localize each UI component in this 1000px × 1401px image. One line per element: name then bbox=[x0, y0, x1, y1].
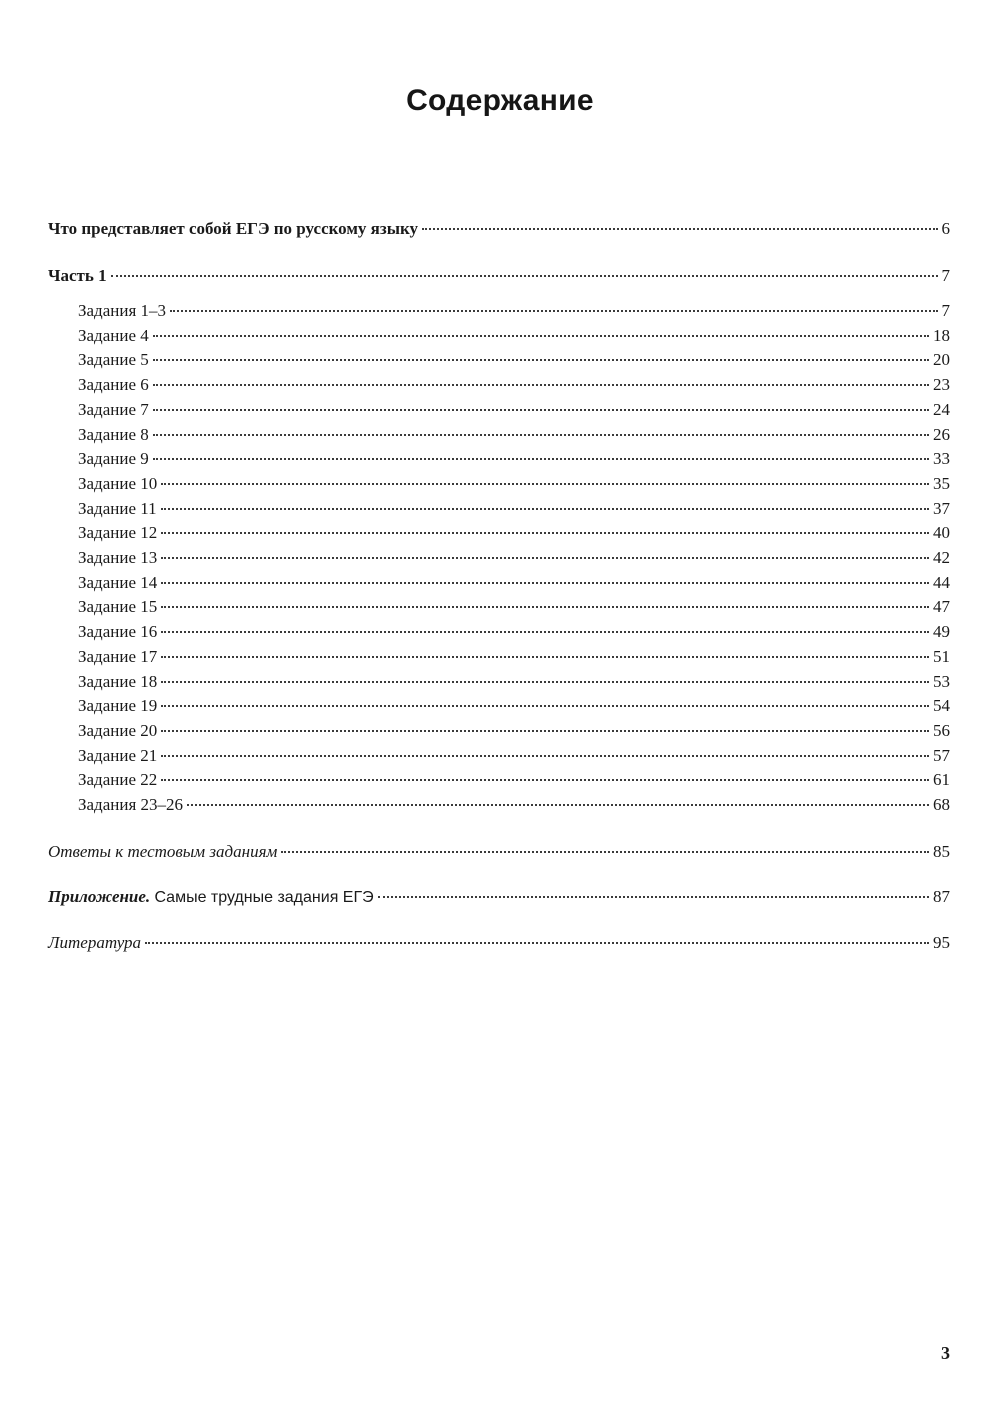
page-title: Содержание bbox=[406, 84, 594, 117]
toc-entry-task[interactable] bbox=[78, 767, 950, 793]
dot-leader bbox=[170, 310, 937, 312]
toc-entry-label: Задание 15 bbox=[78, 597, 158, 617]
toc-entry-page: 49 bbox=[933, 622, 950, 642]
dot-leader bbox=[161, 606, 929, 608]
toc-entry-task[interactable] bbox=[78, 743, 950, 769]
toc-entry-label: Задание 20 bbox=[78, 720, 158, 740]
toc-entry-page: 26 bbox=[933, 424, 950, 444]
toc-entry-task[interactable] bbox=[78, 718, 950, 744]
dot-leader bbox=[145, 942, 929, 944]
toc-entry-label: Задание 12 bbox=[78, 523, 158, 543]
toc-entry-page: 53 bbox=[933, 671, 950, 691]
toc-entry-appendix[interactable] bbox=[48, 884, 950, 910]
dot-leader bbox=[161, 681, 929, 683]
toc-entry-task[interactable] bbox=[78, 619, 950, 645]
toc-entry-page: 33 bbox=[933, 449, 950, 469]
dot-leader bbox=[161, 779, 929, 781]
toc-entry-task[interactable] bbox=[78, 372, 950, 398]
page-number: 3 bbox=[941, 1343, 950, 1363]
dot-leader bbox=[111, 275, 938, 277]
toc-entry-task[interactable] bbox=[78, 397, 950, 423]
toc-entry-page: 42 bbox=[933, 548, 950, 567]
toc-entry-task[interactable] bbox=[78, 323, 950, 349]
dot-leader bbox=[161, 631, 929, 633]
toc-entry-label: Что представляет собой ЕГЭ по русскому языку bbox=[48, 219, 419, 238]
toc-entry-task[interactable] bbox=[78, 545, 950, 571]
dot-leader bbox=[161, 532, 929, 534]
toc-entry-label: Задание 18 bbox=[78, 671, 158, 691]
dot-leader bbox=[161, 557, 929, 559]
toc-entry-task[interactable] bbox=[78, 594, 950, 620]
toc-entry-page: 24 bbox=[933, 399, 950, 419]
dot-leader bbox=[153, 384, 929, 386]
toc-entry-task[interactable] bbox=[78, 792, 950, 818]
toc-entry-part1[interactable] bbox=[48, 263, 950, 289]
dot-leader bbox=[161, 508, 929, 510]
appendix-emphasis: Приложение. bbox=[48, 887, 151, 906]
toc-entry-label: Задание 22 bbox=[78, 770, 158, 790]
toc-entry-task[interactable] bbox=[78, 570, 950, 596]
toc-entry-label: Задания 23–26 bbox=[78, 795, 184, 814]
toc-entry-literature[interactable] bbox=[48, 930, 950, 956]
dot-leader bbox=[161, 730, 929, 732]
dot-leader bbox=[153, 434, 929, 436]
toc-entry-page: 23 bbox=[933, 375, 950, 395]
dot-leader bbox=[161, 755, 929, 757]
toc-entry-label: Задание 9 bbox=[78, 449, 149, 469]
toc-entry-page: 61 bbox=[933, 770, 950, 790]
toc-entry-task[interactable] bbox=[78, 422, 950, 448]
toc-entry-page: 87 bbox=[933, 887, 950, 906]
dot-leader bbox=[422, 228, 937, 230]
toc-entry-task[interactable] bbox=[78, 347, 950, 373]
toc-entry-page: 54 bbox=[933, 696, 950, 716]
toc-entry-answers[interactable] bbox=[48, 839, 950, 865]
toc-entry-page: 7 bbox=[941, 301, 950, 320]
dot-leader bbox=[161, 705, 929, 707]
toc-entry-page: 51 bbox=[933, 646, 950, 666]
toc-entry-page: 18 bbox=[933, 325, 950, 345]
toc-entry-page: 35 bbox=[933, 473, 950, 493]
toc-entry-label: Литература bbox=[48, 933, 142, 952]
dot-leader bbox=[281, 851, 929, 853]
toc-entry-label: Ответы к тестовым заданиям bbox=[48, 842, 278, 861]
toc-entry-page: 68 bbox=[933, 795, 950, 814]
toc-entry-task[interactable] bbox=[78, 669, 950, 695]
toc-entry-page: 6 bbox=[941, 219, 950, 238]
toc-entry-label: Задание 7 bbox=[78, 399, 149, 419]
toc-entry-task[interactable] bbox=[78, 446, 950, 472]
toc-entry-label: Задание 17 bbox=[78, 646, 158, 666]
toc-entry-page: 37 bbox=[933, 498, 950, 518]
dot-leader bbox=[153, 458, 929, 460]
toc-entry-intro[interactable] bbox=[48, 216, 950, 242]
dot-leader bbox=[161, 483, 929, 485]
toc-entry-label: Часть 1 bbox=[48, 266, 107, 285]
toc-entry-page: 95 bbox=[933, 933, 950, 952]
toc-entry-label bbox=[48, 884, 374, 911]
toc-entry-label: Задание 11 bbox=[78, 498, 157, 518]
toc-entry-label: Задание 10 bbox=[78, 473, 158, 493]
dot-leader bbox=[153, 359, 929, 361]
toc-entry-task[interactable] bbox=[78, 520, 950, 546]
dot-leader bbox=[153, 335, 929, 337]
dot-leader bbox=[378, 896, 929, 898]
toc-entry-label: Задание 4 bbox=[78, 325, 149, 345]
toc-entry-page: 47 bbox=[933, 597, 950, 617]
toc-entry-label: Задания 1–3 bbox=[78, 301, 167, 320]
toc-entry-task[interactable] bbox=[78, 693, 950, 719]
toc-entry-label: Задание 13 bbox=[78, 548, 158, 567]
toc-entry-task[interactable] bbox=[78, 496, 950, 522]
toc-entry-task[interactable] bbox=[78, 298, 950, 324]
toc-entry-page: 57 bbox=[933, 745, 950, 765]
toc-entry-page: 85 bbox=[933, 842, 950, 861]
toc-entry-label: Задание 5 bbox=[78, 350, 149, 370]
dot-leader bbox=[161, 656, 929, 658]
toc-entry-task[interactable] bbox=[78, 471, 950, 497]
toc-entry-label: Задание 16 bbox=[78, 622, 158, 642]
toc-entry-label: Задание 19 bbox=[78, 696, 158, 716]
dot-leader bbox=[161, 582, 929, 584]
toc-entry-page: 20 bbox=[933, 350, 950, 370]
toc-entry-label: Задание 14 bbox=[78, 572, 158, 592]
toc-entry-label: Задание 21 bbox=[78, 745, 158, 765]
dot-leader bbox=[187, 804, 929, 806]
toc-entry-page: 40 bbox=[933, 523, 950, 543]
toc-entry-label: Задание 6 bbox=[78, 375, 149, 395]
toc-entry-label: Задание 8 bbox=[78, 424, 149, 444]
appendix-title: Самые трудные задания ЕГЭ bbox=[154, 889, 374, 906]
dot-leader bbox=[153, 409, 929, 411]
toc-entry-task[interactable] bbox=[78, 644, 950, 670]
toc-entry-page: 56 bbox=[933, 720, 950, 740]
toc-entry-page: 7 bbox=[941, 266, 950, 285]
toc-entry-page: 44 bbox=[933, 572, 950, 592]
